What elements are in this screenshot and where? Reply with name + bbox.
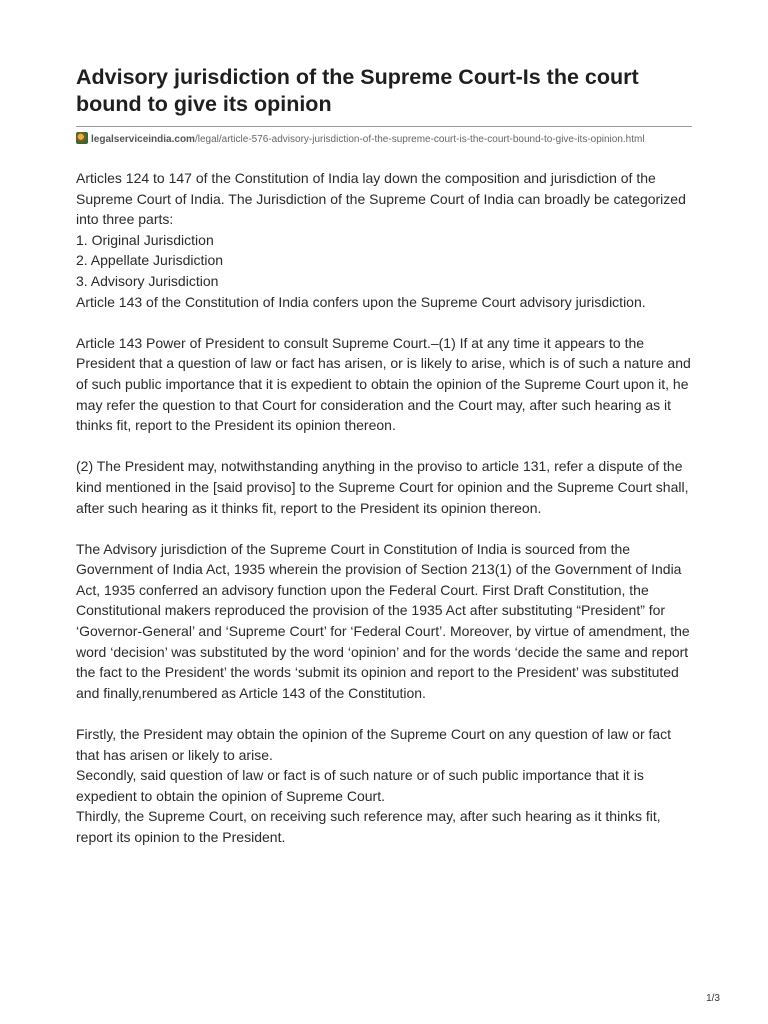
page-number: 1/3	[706, 993, 720, 1004]
source-path[interactable]: /legal/article-576-advisory-jurisdiction-of-the-supreme-court-is-the-court-bound-to-give-its-opinion.html	[194, 134, 645, 145]
paragraph-gap	[76, 703, 692, 724]
condition-second: Secondly, said question of law or fact is of such nature or of such public importance that it is expedient to obtain the opinion of Supreme Court.	[76, 767, 644, 804]
source-url[interactable]	[76, 132, 692, 146]
intro-paragraph: Articles 124 to 147 of the Constitution of India lay down the composition and jurisdiction of the Supreme Court of India. The Jurisdiction of the Supreme Court of India can broadly be categorized into three parts:	[76, 170, 686, 228]
article-title: Advisory jurisdiction of the Supreme Court-Is the court bound to give its opinion	[76, 65, 639, 116]
paragraph-gap	[76, 312, 692, 333]
article-body	[76, 168, 692, 848]
condition-first: Firstly, the President may obtain the opinion of the Supreme Court on any question of law or fact that has arisen or likely to arise.	[76, 726, 672, 763]
article-143-clause-2: (2) The President may, notwithstanding anything in the proviso to article 131, refer a dispute of the kind mentioned in the [said proviso] to the Supreme Court for opinion and the Supreme Court shall, after such hearing as it thinks fit, report to the President its opinion thereon.	[76, 458, 689, 516]
source-domain[interactable]: legalserviceindia.com	[91, 134, 195, 145]
condition-third: Thirdly, the Supreme Court, on receiving such reference may, after such hearing as it thinks fit, report its opinion to the President.	[76, 808, 661, 845]
list-item: 2. Appellate Jurisdiction	[76, 252, 224, 269]
paragraph-gap	[76, 518, 692, 539]
history-paragraph: The Advisory jurisdiction of the Supreme Court in Constitution of India is sourced from the Government of India Act, 1935 wherein the provision of Section 213(1) of the Government of India Act, 1935 conferred an advisory function upon the Federal Court. First Draft Constitution, the Constitutional makers reproduced the provision of the 1935 Act after substituting “President” for ‘Governor-General’ and ‘Supreme Court’ for ‘Federal Court’. Moreover, by virtue of amendment, the word ‘decision’ was substituted by the word ‘opinion’ and for the words ‘decide the same and report the fact to the President’ the words ‘submit its opinion and report to the President’ was substituted and finally,renumbered as Article 143 of the Constitution.	[76, 540, 690, 701]
paragraph-gap	[76, 436, 692, 457]
site-favicon-icon	[76, 132, 88, 144]
list-item: 1. Original Jurisdiction	[76, 231, 214, 248]
article-143-intro: Article 143 of the Constitution of India confers upon the Supreme Court advisory jurisdiction.	[76, 293, 646, 310]
title-divider	[76, 126, 692, 127]
document-page	[76, 64, 692, 848]
list-item: 3. Advisory Jurisdiction	[76, 272, 219, 289]
article-143-clause-1: Article 143 Power of President to consult Supreme Court.–(1) If at any time it appears to the President that a question of law or fact has arisen, or is likely to arise, which is of such a nature and of such public importance that it is expedient to obtain the opinion of the Supreme Court upon it, he may refer the question to that Court for consideration and the Court may, after such hearing as it thinks fit, report to the President its opinion thereon.	[76, 334, 691, 434]
